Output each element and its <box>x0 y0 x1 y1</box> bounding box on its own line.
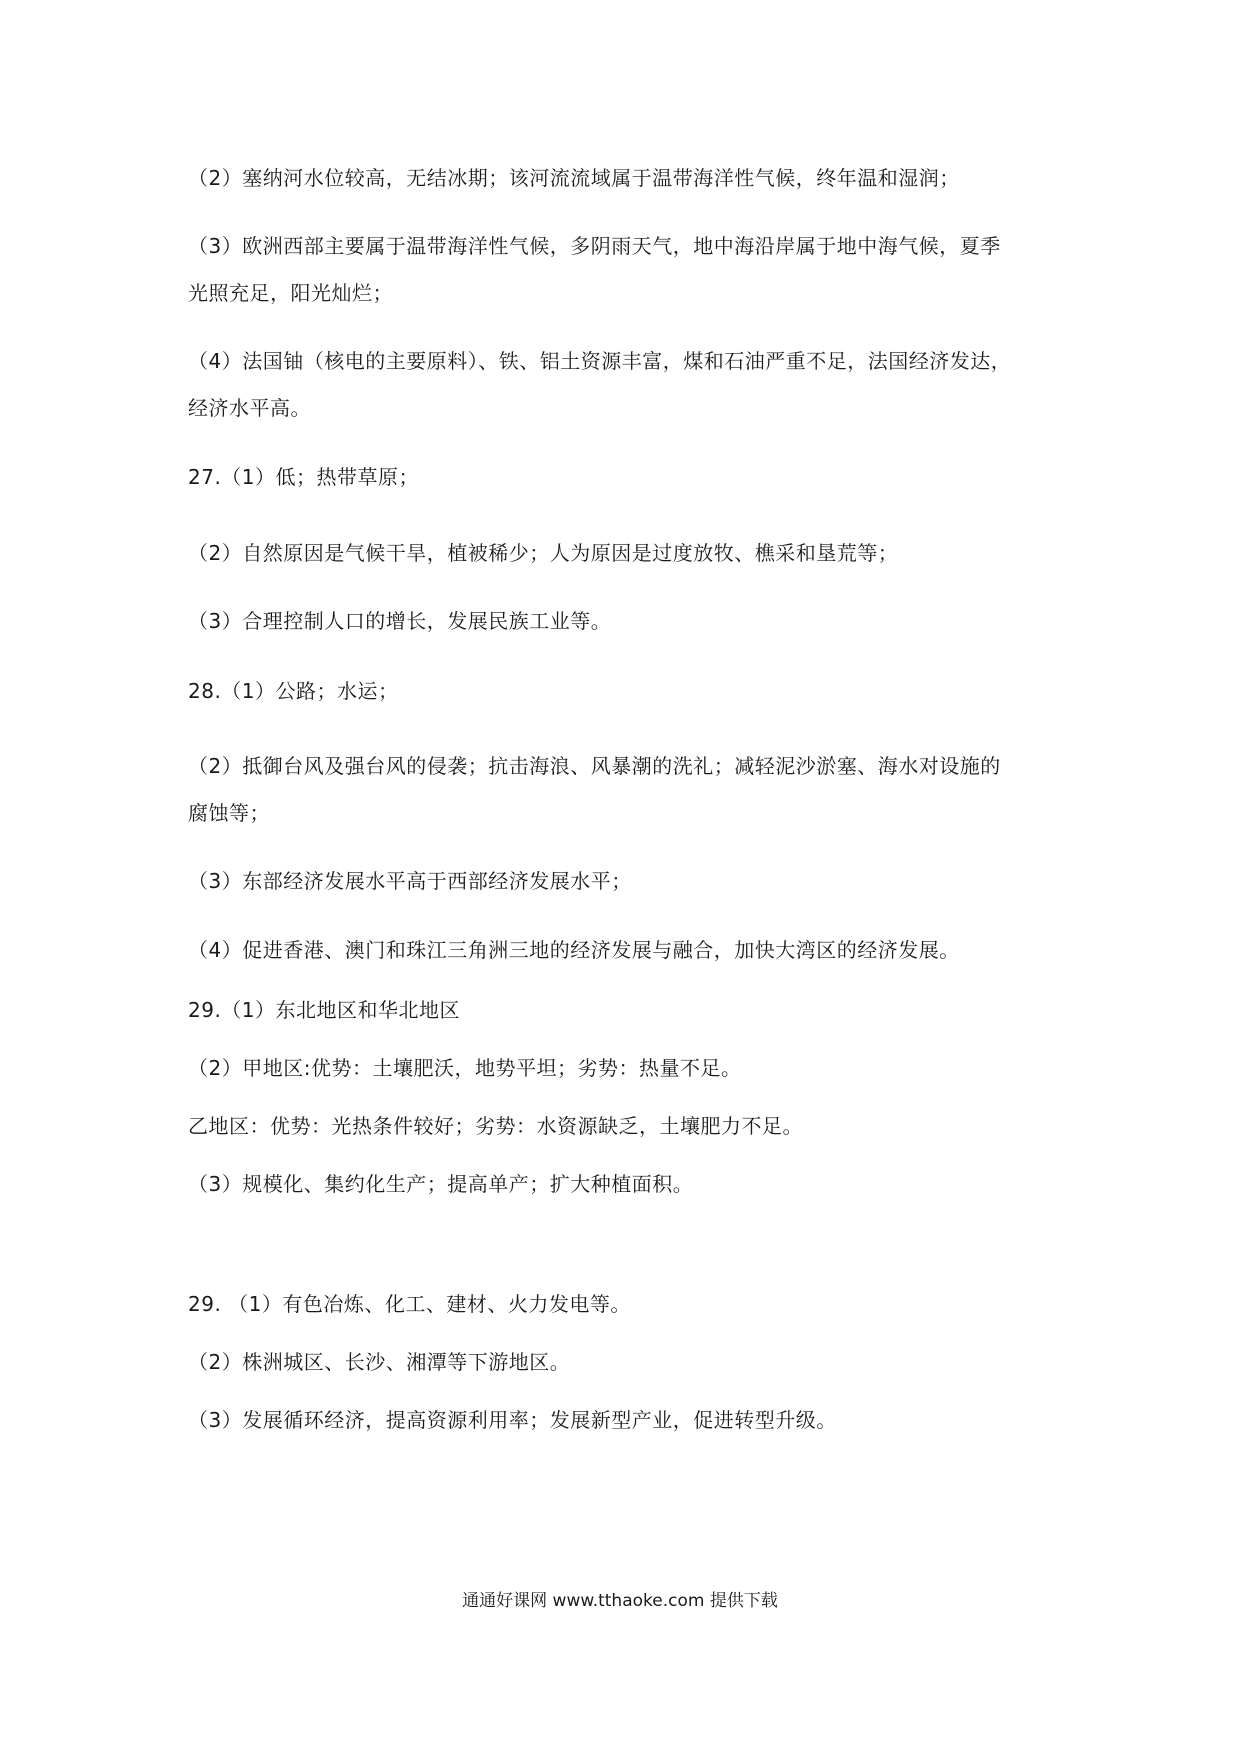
answer-line: （3）欧洲西部主要属于温带海洋性气候，多阴雨天气，地中海沿岸属于地中海气候，夏季 <box>188 234 1001 258</box>
answer-line: 27.（1）低；热带草原； <box>188 465 420 489</box>
answer-line: （3）规模化、集约化生产；提高单产；扩大种植面积。 <box>188 1172 694 1196</box>
answer-line: 28.（1）公路；水运； <box>188 679 399 703</box>
answer-line: 29.（1）东北地区和华北地区 <box>188 998 461 1022</box>
answer-line: （3）发展循环经济，提高资源利用率；发展新型产业，促进转型升级。 <box>188 1408 837 1432</box>
answer-line: （2）塞纳河水位较高，无结冰期；该河流流域属于温带海洋性气候，终年温和湿润； <box>188 166 960 190</box>
answer-line: （3）东部经济发展水平高于西部经济发展水平； <box>188 869 632 893</box>
answer-line: （2）抵御台风及强台风的侵袭；抗击海浪、风暴潮的洗礼；减轻泥沙淤塞、海水对设施的 <box>188 754 1001 778</box>
answer-line: 29. （1）有色冶炼、化工、建材、火力发电等。 <box>188 1292 631 1316</box>
answer-line: 经济水平高。 <box>188 396 311 420</box>
answer-line: （4）促进香港、澳门和珠江三角洲三地的经济发展与融合，加快大湾区的经济发展。 <box>188 938 960 962</box>
page-footer: 通通好课网 www.tthaoke.com 提供下载 <box>462 1591 778 1611</box>
answer-line: （4）法国铀（核电的主要原料）、铁、铝土资源丰富，煤和石油严重不足，法国经济发达， <box>188 349 1012 373</box>
answer-line: 乙地区：优势：光热条件较好；劣势：水资源缺乏，土壤肥力不足。 <box>188 1114 803 1138</box>
answer-line: （3）合理控制人口的增长，发展民族工业等。 <box>188 609 612 633</box>
answer-line: （2）甲地区:优势：土壤肥沃，地势平坦；劣势：热量不足。 <box>188 1056 742 1080</box>
answer-line: （2）株洲城区、长沙、湘潭等下游地区。 <box>188 1350 571 1374</box>
answer-line: 光照充足，阳光灿烂； <box>188 281 393 305</box>
answer-line: 腐蚀等； <box>188 801 270 825</box>
answer-line: （2）自然原因是气候干旱，植被稀少；人为原因是过度放牧、樵采和垦荒等； <box>188 541 899 565</box>
